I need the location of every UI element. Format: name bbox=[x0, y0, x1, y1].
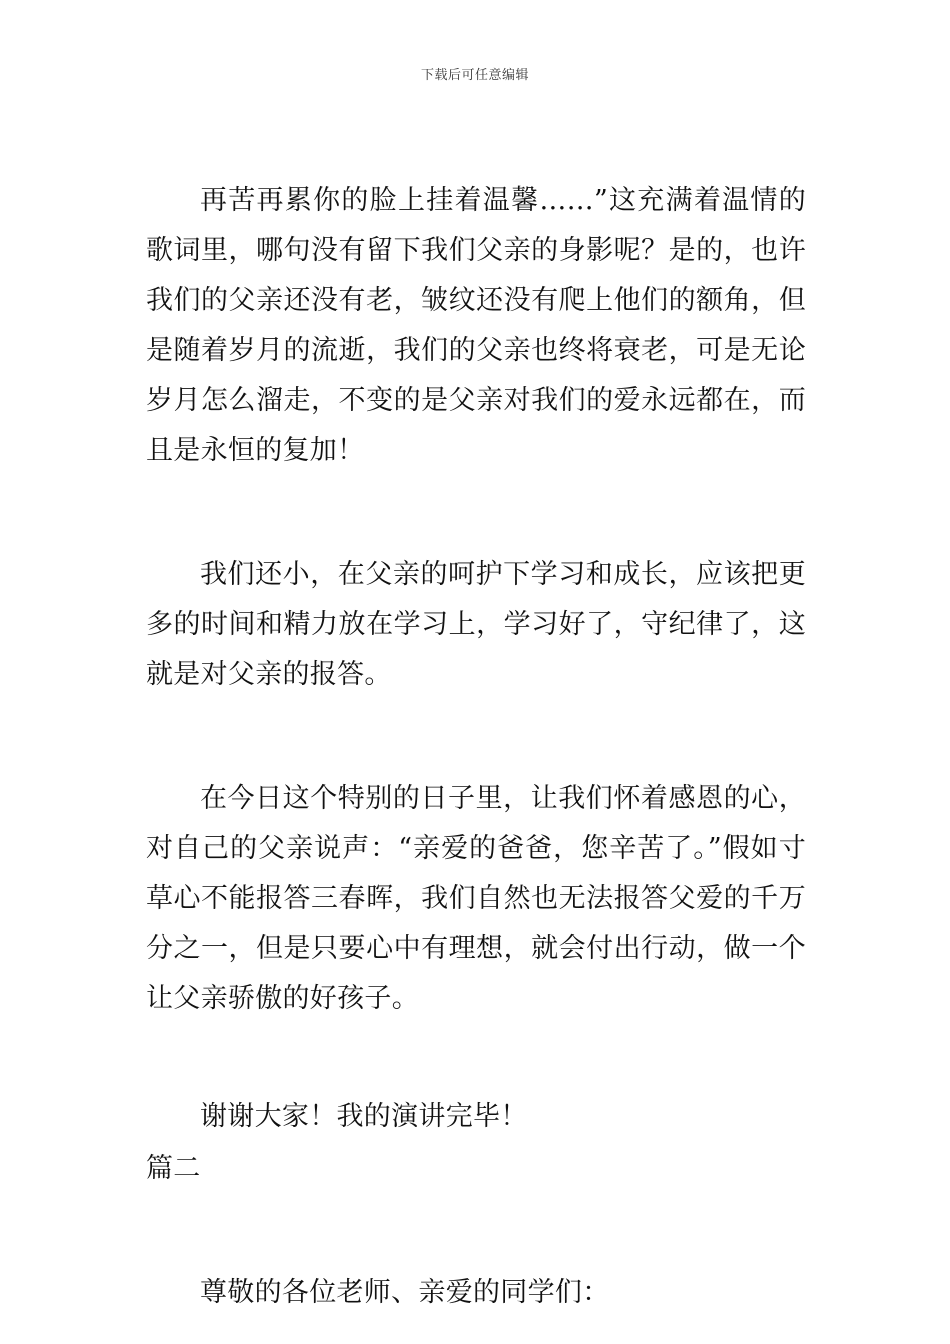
paragraph-gratitude: 在今日这个特别的日子里，让我们怀着感恩的心，对自己的父亲说声：“亲爱的爸爸，您辛苦了。”假如寸草心不能报答三春晖，我们自然也无法报答父爱的千万分之一，但是只要心中有理想，就会付出行动，做一个让父亲骄傲的好孩子。 bbox=[146, 783, 806, 1014]
section-title: 篇二 bbox=[146, 1153, 201, 1184]
paragraph-spacer bbox=[146, 700, 806, 774]
paragraph-closing: 谢谢大家！我的演讲完毕！ bbox=[200, 1101, 528, 1132]
paragraph-father-love: 再苦再累你的脸上挂着温馨……”这充满着温情的歌词里，哪句没有留下我们父亲的身影呢？是的，也许我们的父亲还没有老，皱纹还没有爬上他们的额角，但是随着岁月的流逝，我们的父亲也终将衰老，可是无论岁月怎么溜走，不变的是父亲对我们的爱永远都在，而且是永恒的复加！ bbox=[146, 185, 806, 466]
paragraph-spacer bbox=[146, 476, 806, 550]
paragraph-spacer bbox=[146, 1024, 806, 1092]
document-body bbox=[146, 176, 806, 1318]
salutation: 尊敬的各位老师、亲爱的同学们： bbox=[200, 1277, 610, 1308]
paragraph-study: 我们还小，在父亲的呵护下学习和成长，应该把更多的时间和精力放在学习上，学习好了，守纪律了，这就是对父亲的报答。 bbox=[146, 559, 806, 690]
page-header-note: 下载后可任意编辑 bbox=[420, 68, 529, 83]
paragraph-spacer bbox=[146, 1194, 806, 1268]
